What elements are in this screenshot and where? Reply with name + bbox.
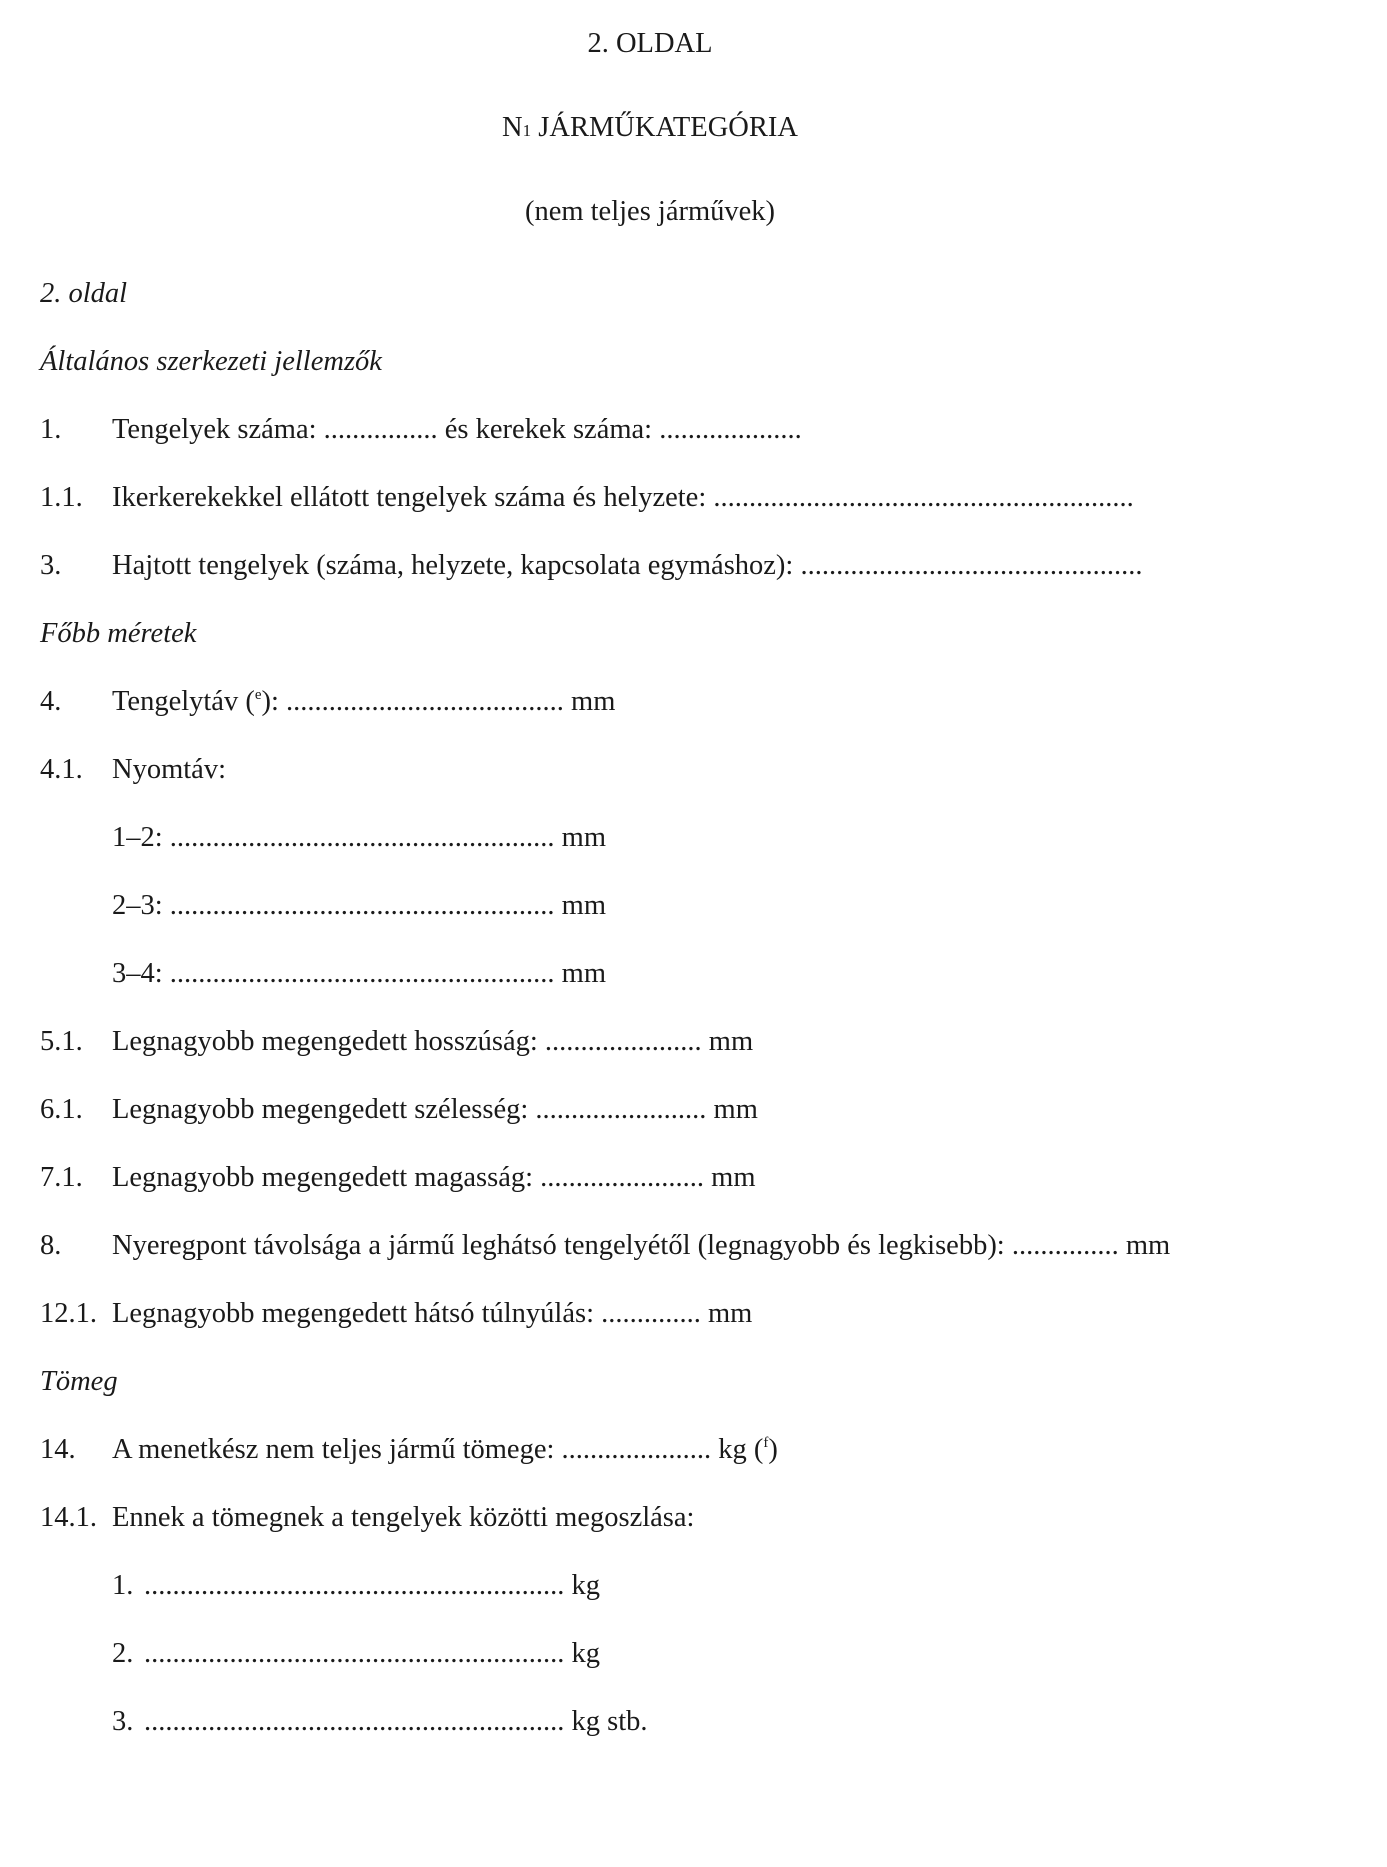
item-text: Nyomtáv: [112, 754, 226, 785]
category-letter: N [502, 112, 523, 143]
item-text: Legnagyobb megengedett szélesség: ........................ mm [112, 1094, 758, 1125]
footnote-mark: e [254, 687, 262, 703]
item-number: 7.1. [40, 1162, 83, 1193]
item-number: 14. [40, 1434, 76, 1465]
item-number: 1. [40, 414, 62, 445]
item-text [112, 1436, 778, 1465]
category-rest: JÁRMŰKATEGÓRIA [531, 112, 798, 143]
item-text-pre: A menetkész nem teljes jármű tömege: ..................... kg ( [112, 1434, 764, 1465]
section-mass: Tömeg [40, 1366, 118, 1397]
footnote-mark: f [763, 1435, 769, 1451]
category-note: (nem teljes járművek) [524, 196, 776, 227]
mass-axle-2 [112, 1638, 600, 1669]
item-text: Ikerkerekekkel ellátott tengelyek száma és helyzete: ........................................................... [112, 482, 1134, 513]
item-number: 6.1. [40, 1094, 83, 1125]
item-text-post: ) [768, 1434, 778, 1465]
axle-number: 3. [112, 1706, 134, 1737]
category-subscript: 1 [522, 121, 532, 140]
item-text-post: ): ....................................... mm [261, 686, 616, 717]
axle-number: 2. [112, 1638, 134, 1669]
section-page-italic: 2. oldal [40, 278, 128, 309]
item-number: 4. [40, 686, 62, 717]
page-label: 2. OLDAL [587, 28, 713, 59]
item-text: Nyeregpont távolsága a jármű leghátsó tengelyétől (legnagyobb és legkisebb): ............... mm [112, 1230, 1171, 1261]
item-number: 5.1. [40, 1026, 83, 1057]
track-1-2: 1–2: ...................................................... mm [112, 822, 607, 853]
item-text: Ennek a tömegnek a tengelyek közötti megoszlása: [112, 1502, 695, 1533]
track-2-3: 2–3: ...................................................... mm [112, 890, 607, 921]
item-text: Legnagyobb megengedett magasság: ....................... mm [112, 1162, 756, 1193]
axle-value: ........................................................... kg stb. [144, 1706, 648, 1737]
axle-number: 1. [112, 1570, 134, 1601]
item-number: 8. [40, 1230, 62, 1261]
item-number: 4.1. [40, 754, 83, 785]
mass-axle-3 [112, 1706, 648, 1737]
item-text: Tengelyek száma: ................ és kerekek száma: .................... [112, 414, 802, 445]
section-general: Általános szerkezeti jellemzők [40, 346, 382, 377]
item-text [112, 688, 615, 717]
axle-value: ........................................................... kg [144, 1570, 600, 1601]
item-text: Legnagyobb megengedett hátsó túlnyúlás: .............. mm [112, 1298, 753, 1329]
axle-value: ........................................................... kg [144, 1638, 600, 1669]
vehicle-category-title [0, 114, 1300, 143]
item-text: Hajtott tengelyek (száma, helyzete, kapcsolata egymáshoz): ................................................ [112, 550, 1143, 581]
track-3-4: 3–4: ...................................................... mm [112, 958, 607, 989]
mass-axle-1 [112, 1570, 600, 1601]
item-number: 1.1. [40, 482, 83, 513]
item-number: 14.1. [40, 1502, 97, 1533]
section-dimensions: Főbb méretek [40, 618, 197, 649]
item-text-pre: Tengelytáv ( [112, 686, 255, 717]
item-number: 12.1. [40, 1298, 97, 1329]
item-text: Legnagyobb megengedett hosszúság: ...................... mm [112, 1026, 754, 1057]
item-number: 3. [40, 550, 62, 581]
